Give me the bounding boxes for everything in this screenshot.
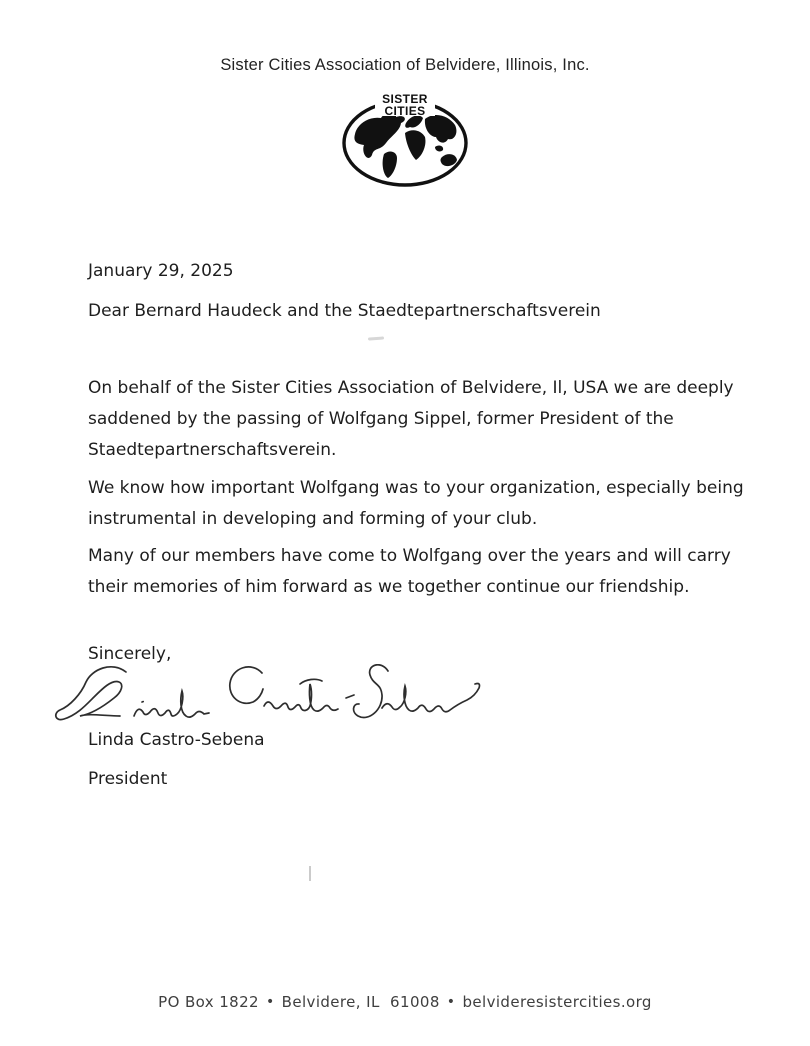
- body-paragraph: We know how important Wolfgang was to your organization, especially being instrumental in developing and forming of your club.: [88, 478, 744, 529]
- footer-address-line: [0, 993, 810, 1011]
- org-name-heading: Sister Cities Association of Belvidere, Illinois, Inc.: [220, 56, 590, 74]
- handwritten-signature: [54, 664, 486, 730]
- salutation-line: Dear Bernard Haudeck and the Staedtepartnerschaftsverein: [88, 301, 601, 321]
- sister-cities-logo: [339, 92, 471, 188]
- footer-location: Belvidere, IL 61008: [281, 993, 440, 1011]
- footer-po-box: PO Box 1822: [158, 993, 259, 1011]
- body-paragraph: On behalf of the Sister Cities Association of Belvidere, Il, USA we are deeply saddened by the passing of Wolfgang Sippel, former President of the Staedtepartnerschaftsverein.: [88, 378, 734, 460]
- bullet-separator: •: [446, 994, 456, 1010]
- closing-line: Sincerely,: [88, 644, 172, 664]
- signer-title: President: [88, 769, 168, 789]
- letter-body: [88, 256, 748, 795]
- world-map-icon: [339, 92, 471, 188]
- body-paragraph: Many of our members have come to Wolfgang over the years and will carry their memories of him forward as we together continue our friendship.: [88, 546, 731, 597]
- bullet-separator: •: [265, 994, 275, 1010]
- scan-artifact: [309, 866, 311, 881]
- logo-word-cities: CITIES: [384, 104, 426, 118]
- footer-website: belvideresistercities.org: [462, 993, 652, 1011]
- letter-date: January 29, 2025: [88, 261, 234, 281]
- logo-word-sister: SISTER: [382, 92, 428, 106]
- signer-name: Linda Castro-Sebena: [88, 730, 265, 750]
